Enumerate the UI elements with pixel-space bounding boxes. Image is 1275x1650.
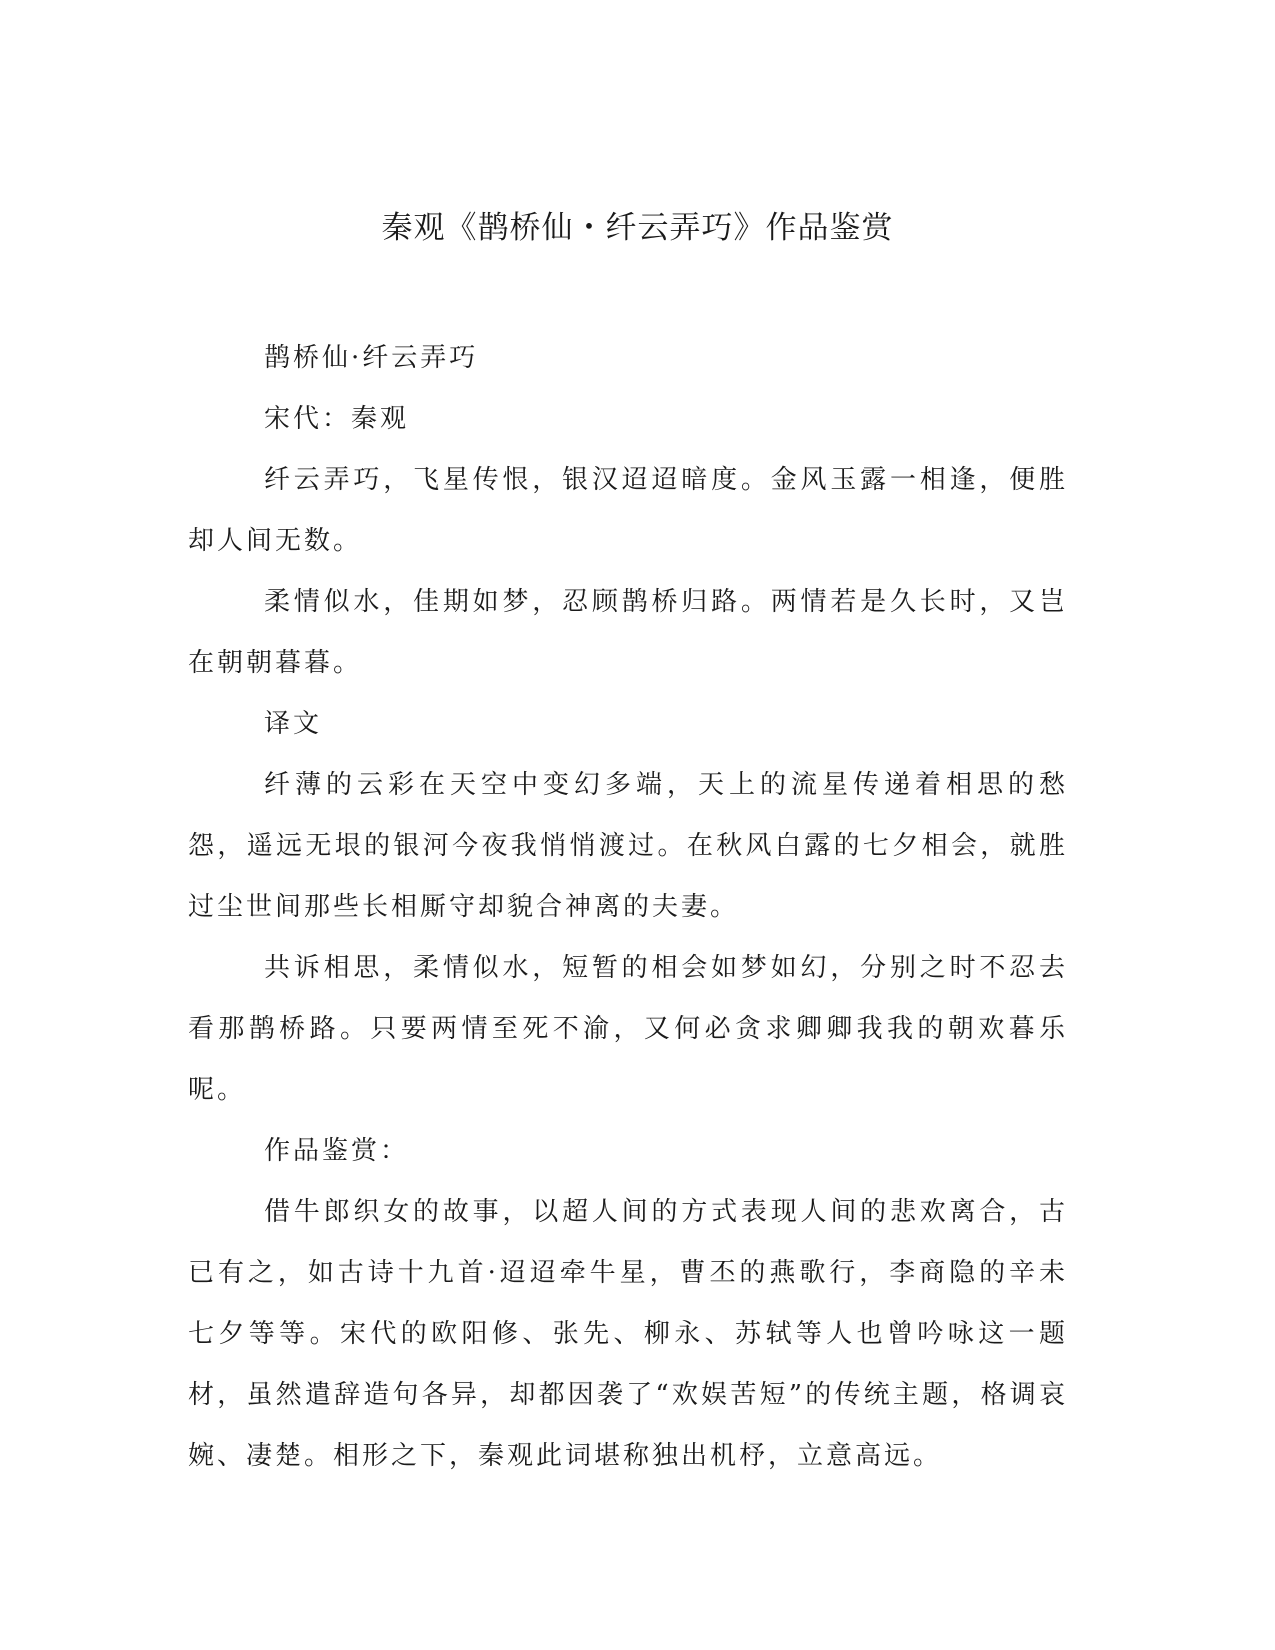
translation-heading: 译文 <box>264 709 323 739</box>
translation-paragraph-2: 共诉相思，柔情似水，短暂的相会如梦如幻，分别之时不忍去看那鹊桥路。只要两情至死不渝，又何必贪求卿卿我我的朝欢暮乐呢。 <box>188 953 1068 1105</box>
appreciation-paragraph: 借牛郎织女的故事，以超人间的方式表现人间的悲欢离合，古已有之，如古诗十九首·迢迢牵牛星，曹丕的燕歌行，李商隐的辛未七夕等等。宋代的欧阳修、张先、柳永、苏轼等人也曾吟咏这一题材，虽然遣辞造句各异，却都因袭了“欢娱苦短”的传统主题，格调哀婉、凄楚。相形之下，秦观此词堪称独出机杼，立意高远。 <box>188 1197 1068 1471</box>
appreciation-heading: 作品鉴赏： <box>264 1136 410 1166</box>
translation-paragraph-1: 纤薄的云彩在天空中变幻多端，天上的流星传递着相思的愁怨，遥远无垠的银河今夜我悄悄渡过。在秋风白露的七夕相会，就胜过尘世间那些长相厮守却貌合神离的夫妻。 <box>188 770 1068 922</box>
poem-stanza-2: 柔情似水，佳期如梦，忍顾鹊桥归路。两情若是久长时，又岂在朝朝暮暮。 <box>188 587 1068 678</box>
document-title: 秦观《鹊桥仙・纤云弄巧》作品鉴赏 <box>381 210 894 246</box>
poem-author: 宋代：秦观 <box>264 404 410 434</box>
poem-stanza-1: 纤云弄巧，飞星传恨，银汉迢迢暗度。金风玉露一相逢，便胜却人间无数。 <box>188 465 1068 556</box>
document-body <box>188 328 1068 1487</box>
poem-title: 鹊桥仙·纤云弄巧 <box>264 343 479 373</box>
